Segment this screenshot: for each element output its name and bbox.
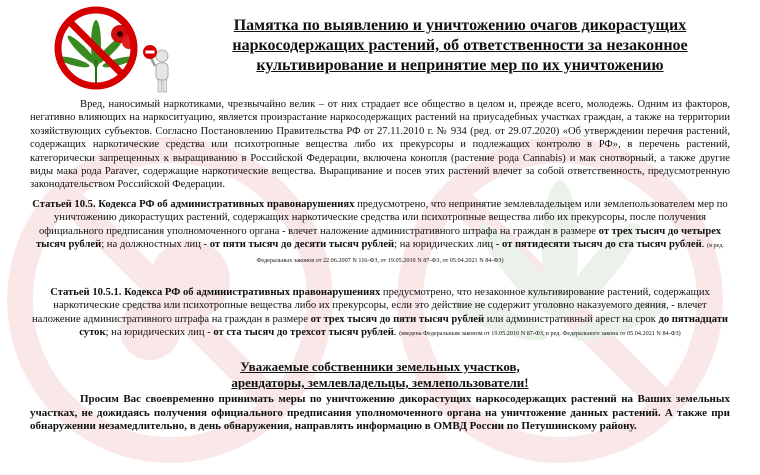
amendment-note: (в ред. Федеральных законов от 22.06.2007 N 116-ФЗ, от 19.05.2010 N 87-ФЗ, от 05.04.2021 N 84-ФЗ): [256, 242, 725, 264]
amendment-note: (введена Федеральным законом от 19.05.2010 N 87-ФЗ, в ред. Федерального закона от 05.04.2021 N 84-ФЗ): [399, 330, 681, 338]
fine-amount: от трех тысяч до пяти тысяч рублей: [310, 313, 485, 325]
article-10-5-paragraph: Статьей 10.5. Кодекса РФ об административных правонарушениях предусмотрено, что непринятие землевладельцем или землепользователем мер по уничтожению дикорастущих растений, содержащих наркотические средства или психотропные вещества либо их прекурсоры, после получения официального предписания уполномоченного органа - влечет наложение административного штрафа на граждан в размере от трех тысяч до четырех тысяч рублей; на должностных лиц - от пяти тысяч до десяти тысяч рублей; на юридических лиц - от пятидесяти тысяч до ста тысяч рублей. (в ред. Федеральных законов от 22.06.2007 N 116-ФЗ, от 19.05.2010 N 87-ФЗ, от 05.04.2021 N 84-ФЗ): [32, 199, 728, 264]
fine-amount: от пяти тысяч до десяти тысяч рублей: [209, 239, 395, 251]
intro-paragraph: Вред, наносимый наркотиками, чрезвычайно велик – от них страдает все общество в целом и, прежде всего, молодежь. Одним из факторов, негативно влияющих на наркоситуацию, является произрастание наркосодержащих растений на приусадебных участках граждан, а также на территории хозяйствующих субъектов. Согласно Постановлению Правительства РФ от 27.11.2010 г. № 934 (ред. от 29.07.2020) «Об утверждении перечня растений, содержащих наркотические средства или психотропные вещества либо их прекурсоры и подлежащих контролю в РФ», в перечень растений, категорически запрещенных к выращиванию в Российской Федерации, включена конопля (растение рода Cannabis) и мак снотворный, а также другие виды мака рода Paraver, содержащие наркотические вещества. Выращивание и посев этих растений влечет за собой ответственность, предусмотренную законодательством Российской Федерации.: [30, 99, 730, 191]
appeal-paragraph: Просим Вас своевременно принимать меры по уничтожению дикорастущих наркосодержащих растений на Ваших земельных участках, не дожидаясь получения официального предписания уполномоченного органа на уничтожение данных растений. А также при обнаружении незамедлительно, в день обнаружения, направлять информацию в ОМВД России по Петушинскому району.: [30, 393, 730, 433]
page-title: Памятка по выявлению и уничтожению очагов дикорастущих наркосодержащих растений, об ответственности за незаконное культивирование и непринятие мер по их уничтожению: [232, 17, 688, 74]
stop-figure-icon: [143, 45, 168, 92]
article-heading: Статьей 10.5. Кодекса РФ об административных правонарушениях: [32, 199, 355, 210]
fine-amount: от пятидесяти тысяч до ста тысяч рублей: [501, 239, 702, 251]
no-drugs-logo: [34, 4, 184, 96]
fine-amount: от ста тысяч до трехсот тысяч рублей: [213, 327, 394, 339]
article-heading: Статьей 10.5.1. Кодекса РФ об административных правонарушениях: [50, 287, 381, 298]
fine-amount: от трех тысяч до четырех тысяч рублей: [35, 225, 721, 251]
appeal-heading: Уважаемые собственники земельных участков, арендаторы, землевладельцы, землепользователи!: [231, 359, 529, 390]
article-10-5-1-paragraph: Статьей 10.5.1. Кодекса РФ об административных правонарушениях предусмотрено, что незаконное культивирование растений, содержащих наркотические средства или психотропные вещества либо их прекурсоры, если это действие не содержит уголовно наказуемого деяния, - влечет наложение административного штрафа на граждан в размере от трех тысяч до пяти тысяч рублей или административный арест на срок до пятнадцати суток; на юридических лиц - от ста тысяч до трехсот тысяч рублей. (введена Федеральным законом от 19.05.2010 N 87-ФЗ, в ред. Федерального закона от 05.04.2021 N 84-ФЗ): [31, 287, 729, 339]
arrest-term: до пятнадцати суток: [79, 313, 729, 339]
